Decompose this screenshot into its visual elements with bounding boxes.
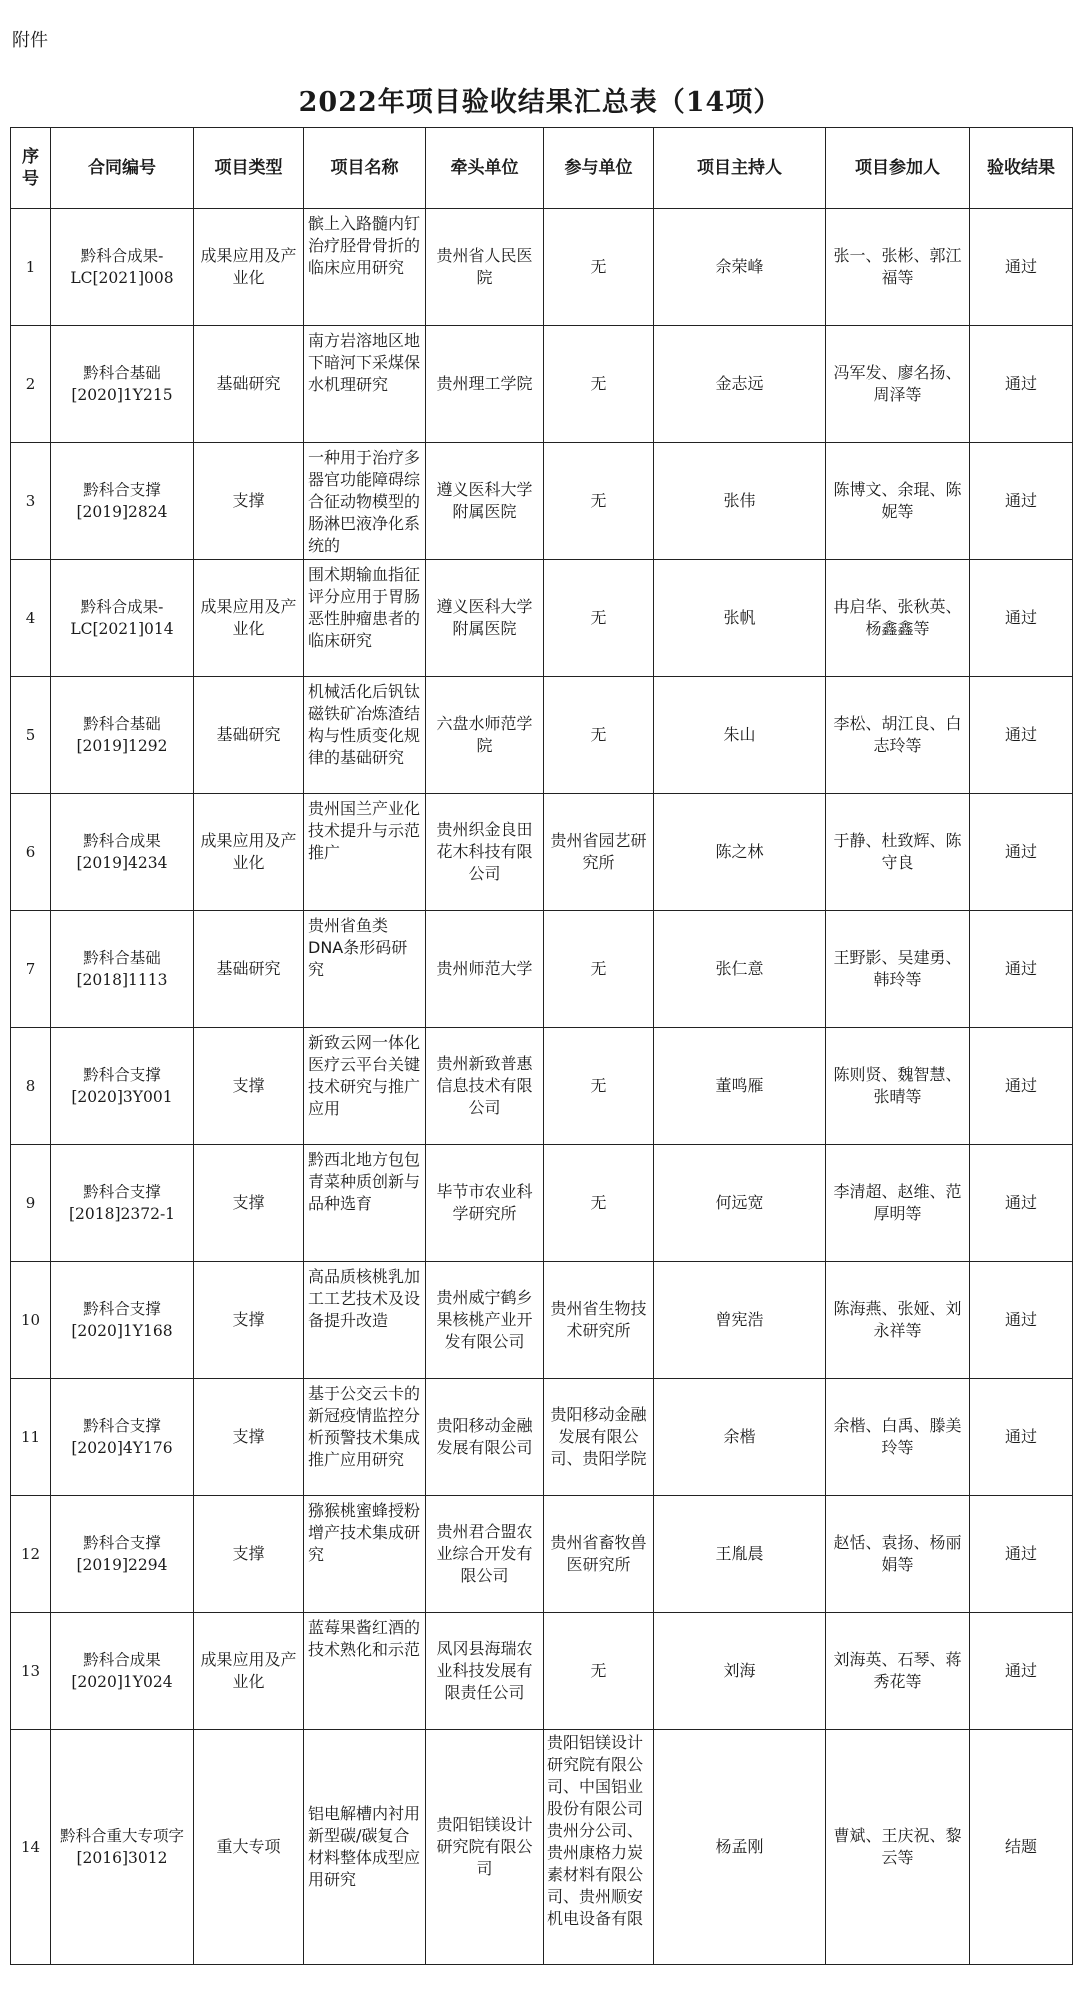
cell-project-host: 朱山 bbox=[654, 677, 826, 794]
cell-participating-unit: 贵州省生物技术研究所 bbox=[544, 1262, 654, 1379]
cell-lead-unit: 贵州师范大学 bbox=[426, 911, 544, 1028]
cell-result: 通过 bbox=[970, 326, 1073, 443]
table-row bbox=[11, 326, 1073, 443]
cell-seq: 9 bbox=[11, 1145, 51, 1262]
cell-project-members: 张一、张彬、郭江福等 bbox=[826, 209, 970, 326]
cell-lead-unit: 贵州理工学院 bbox=[426, 326, 544, 443]
cell-contract-no: 黔科合基础[2020]1Y215 bbox=[51, 326, 194, 443]
cell-seq: 11 bbox=[11, 1379, 51, 1496]
cell-seq: 1 bbox=[11, 209, 51, 326]
cell-project-type: 支撑 bbox=[194, 1145, 304, 1262]
cell-project-type: 重大专项 bbox=[194, 1730, 304, 1965]
cell-project-members: 于静、杜致辉、陈守良 bbox=[826, 794, 970, 911]
cell-project-type: 支撑 bbox=[194, 1028, 304, 1145]
cell-lead-unit: 六盘水师范学院 bbox=[426, 677, 544, 794]
cell-project-name: 围术期输血指征评分应用于胃肠恶性肿瘤患者的临床研究 bbox=[308, 565, 421, 650]
cell-lead-unit: 贵阳铝镁设计研究院有限公司 bbox=[426, 1730, 544, 1965]
cell-participating-unit: 无 bbox=[544, 1028, 654, 1145]
cell-project-members: 刘海英、石琴、蒋秀花等 bbox=[826, 1613, 970, 1730]
header-project-type: 项目类型 bbox=[194, 128, 304, 209]
cell-contract-no: 黔科合支撑[2019]2294 bbox=[51, 1496, 194, 1613]
header-contract-no: 合同编号 bbox=[51, 128, 194, 209]
cell-project-host: 董鸣雁 bbox=[654, 1028, 826, 1145]
cell-participating-unit: 无 bbox=[544, 677, 654, 794]
cell-project-host: 张伟 bbox=[654, 443, 826, 560]
cell-project-type: 基础研究 bbox=[194, 911, 304, 1028]
header-project-host: 项目主持人 bbox=[654, 128, 826, 209]
cell-seq: 10 bbox=[11, 1262, 51, 1379]
cell-project-type: 成果应用及产业化 bbox=[194, 794, 304, 911]
cell-participating-unit: 无 bbox=[544, 1613, 654, 1730]
table-row bbox=[11, 677, 1073, 794]
cell-project-members: 陈则贤、魏智慧、张晴等 bbox=[826, 1028, 970, 1145]
cell-project-host: 陈之林 bbox=[654, 794, 826, 911]
cell-participating-unit: 无 bbox=[544, 911, 654, 1028]
cell-project-members: 赵恬、袁扬、杨丽娟等 bbox=[826, 1496, 970, 1613]
cell-lead-unit: 贵州威宁鹤乡果核桃产业开发有限公司 bbox=[426, 1262, 544, 1379]
cell-lead-unit: 贵州织金良田花木科技有限公司 bbox=[426, 794, 544, 911]
cell-seq: 7 bbox=[11, 911, 51, 1028]
cell-project-name: 贵州国兰产业化技术提升与示范推广 bbox=[308, 799, 421, 862]
cell-participating-unit: 无 bbox=[544, 443, 654, 560]
cell-project-host: 何远宽 bbox=[654, 1145, 826, 1262]
cell-contract-no: 黔科合支撑[2020]4Y176 bbox=[51, 1379, 194, 1496]
cell-result: 通过 bbox=[970, 1379, 1073, 1496]
table-row bbox=[11, 794, 1073, 911]
cell-project-members: 余楷、白禹、滕美玲等 bbox=[826, 1379, 970, 1496]
cell-lead-unit: 贵州省人民医院 bbox=[426, 209, 544, 326]
header-lead-unit: 牵头单位 bbox=[426, 128, 544, 209]
cell-contract-no: 黔科合支撑[2020]3Y001 bbox=[51, 1028, 194, 1145]
cell-project-type: 支撑 bbox=[194, 1496, 304, 1613]
table-row bbox=[11, 1145, 1073, 1262]
cell-contract-no: 黔科合基础[2019]1292 bbox=[51, 677, 194, 794]
cell-project-type: 支撑 bbox=[194, 443, 304, 560]
cell-participating-unit: 贵州省畜牧兽医研究所 bbox=[544, 1496, 654, 1613]
header-participating-unit: 参与单位 bbox=[544, 128, 654, 209]
cell-seq: 3 bbox=[11, 443, 51, 560]
cell-project-type: 支撑 bbox=[194, 1379, 304, 1496]
cell-project-members: 陈博文、余琨、陈妮等 bbox=[826, 443, 970, 560]
cell-project-host: 张帆 bbox=[654, 560, 826, 677]
attachment-label: 附件 bbox=[12, 30, 48, 51]
cell-project-members: 陈海燕、张娅、刘永祥等 bbox=[826, 1262, 970, 1379]
cell-result: 通过 bbox=[970, 1496, 1073, 1613]
table-row bbox=[11, 1262, 1073, 1379]
table-row bbox=[11, 1730, 1073, 1965]
cell-lead-unit: 遵义医科大学附属医院 bbox=[426, 560, 544, 677]
cell-contract-no: 黔科合成果-LC[2021]008 bbox=[51, 209, 194, 326]
table-row bbox=[11, 209, 1073, 326]
cell-participating-unit: 无 bbox=[544, 326, 654, 443]
cell-result: 通过 bbox=[970, 443, 1073, 560]
cell-contract-no: 黔科合成果-LC[2021]014 bbox=[51, 560, 194, 677]
cell-contract-no: 黔科合支撑[2018]2372-1 bbox=[51, 1145, 194, 1262]
table-header-row bbox=[11, 128, 1073, 209]
cell-project-host: 余楷 bbox=[654, 1379, 826, 1496]
cell-project-members: 曹斌、王庆祝、黎云等 bbox=[826, 1730, 970, 1965]
cell-result: 通过 bbox=[970, 677, 1073, 794]
cell-seq: 13 bbox=[11, 1613, 51, 1730]
cell-project-host: 曾宪浩 bbox=[654, 1262, 826, 1379]
cell-project-name: 南方岩溶地区地下暗河下采煤保水机理研究 bbox=[308, 331, 421, 394]
table-row bbox=[11, 1379, 1073, 1496]
cell-project-members: 李松、胡江良、白志玲等 bbox=[826, 677, 970, 794]
cell-project-name: 猕猴桃蜜蜂授粉增产技术集成研究 bbox=[308, 1501, 421, 1564]
cell-result: 通过 bbox=[970, 1145, 1073, 1262]
cell-project-members: 冉启华、张秋英、杨鑫鑫等 bbox=[826, 560, 970, 677]
cell-seq: 4 bbox=[11, 560, 51, 677]
cell-project-members: 李清超、赵维、范厚明等 bbox=[826, 1145, 970, 1262]
cell-contract-no: 黔科合支撑[2020]1Y168 bbox=[51, 1262, 194, 1379]
cell-project-name: 机械活化后钒钛磁铁矿冶炼渣结构与性质变化规律的基础研究 bbox=[308, 682, 421, 767]
cell-contract-no: 黔科合基础[2018]1113 bbox=[51, 911, 194, 1028]
cell-project-members: 王野影、吴建勇、韩玲等 bbox=[826, 911, 970, 1028]
cell-result: 通过 bbox=[970, 794, 1073, 911]
cell-project-type: 成果应用及产业化 bbox=[194, 209, 304, 326]
cell-seq: 6 bbox=[11, 794, 51, 911]
cell-project-host: 佘荣峰 bbox=[654, 209, 826, 326]
cell-contract-no: 黔科合成果[2019]4234 bbox=[51, 794, 194, 911]
cell-project-name: 铝电解槽内衬用新型碳/碳复合材料整体成型应用研究 bbox=[308, 1804, 421, 1889]
cell-contract-no: 黔科合重大专项字[2016]3012 bbox=[51, 1730, 194, 1965]
cell-participating-unit: 无 bbox=[544, 209, 654, 326]
cell-result: 通过 bbox=[970, 560, 1073, 677]
cell-project-host: 张仁意 bbox=[654, 911, 826, 1028]
cell-project-type: 成果应用及产业化 bbox=[194, 1613, 304, 1730]
cell-participating-unit: 贵州省园艺研究所 bbox=[544, 794, 654, 911]
cell-contract-no: 黔科合成果[2020]1Y024 bbox=[51, 1613, 194, 1730]
page-title: 2022年项目验收结果汇总表（14项） bbox=[298, 87, 782, 118]
cell-participating-unit: 无 bbox=[544, 560, 654, 677]
header-result: 验收结果 bbox=[970, 128, 1073, 209]
cell-project-host: 刘海 bbox=[654, 1613, 826, 1730]
cell-project-host: 王胤晨 bbox=[654, 1496, 826, 1613]
cell-contract-no: 黔科合支撑[2019]2824 bbox=[51, 443, 194, 560]
table-row bbox=[11, 1613, 1073, 1730]
table-row bbox=[11, 1028, 1073, 1145]
header-project-members: 项目参加人 bbox=[826, 128, 970, 209]
cell-result: 通过 bbox=[970, 1028, 1073, 1145]
cell-lead-unit: 遵义医科大学附属医院 bbox=[426, 443, 544, 560]
table-row bbox=[11, 911, 1073, 1028]
cell-project-name: 新致云网一体化医疗云平台关键技术研究与推广应用 bbox=[308, 1033, 421, 1118]
header-project-name: 项目名称 bbox=[304, 128, 426, 209]
cell-participating-unit: 无 bbox=[544, 1145, 654, 1262]
cell-seq: 12 bbox=[11, 1496, 51, 1613]
cell-project-host: 金志远 bbox=[654, 326, 826, 443]
table-row bbox=[11, 443, 1073, 560]
cell-project-name: 髌上入路髓内钉治疗胫骨骨折的临床应用研究 bbox=[308, 214, 421, 277]
cell-project-members: 冯军发、廖名扬、周泽等 bbox=[826, 326, 970, 443]
cell-result: 通过 bbox=[970, 911, 1073, 1028]
cell-project-name: 高品质核桃乳加工工艺技术及设备提升改造 bbox=[308, 1267, 421, 1330]
cell-seq: 8 bbox=[11, 1028, 51, 1145]
cell-project-type: 成果应用及产业化 bbox=[194, 560, 304, 677]
cell-participating-unit: 贵阳移动金融发展有限公司、贵阳学院 bbox=[544, 1379, 654, 1496]
cell-result: 通过 bbox=[970, 1613, 1073, 1730]
cell-seq: 5 bbox=[11, 677, 51, 794]
cell-project-type: 基础研究 bbox=[194, 677, 304, 794]
cell-project-name: 一种用于治疗多器官功能障碍综合征动物模型的肠淋巴液净化系统的 bbox=[308, 448, 421, 555]
cell-lead-unit: 凤冈县海瑞农业科技发展有限责任公司 bbox=[426, 1613, 544, 1730]
cell-seq: 14 bbox=[11, 1730, 51, 1965]
cell-project-name: 贵州省鱼类DNA条形码研究 bbox=[308, 916, 408, 979]
cell-result: 通过 bbox=[970, 209, 1073, 326]
cell-project-host: 杨孟刚 bbox=[654, 1730, 826, 1965]
acceptance-results-table bbox=[10, 127, 1073, 1965]
cell-seq: 2 bbox=[11, 326, 51, 443]
cell-result: 通过 bbox=[970, 1262, 1073, 1379]
cell-lead-unit: 贵州新致普惠信息技术有限公司 bbox=[426, 1028, 544, 1145]
cell-project-name: 蓝莓果酱红酒的技术熟化和示范 bbox=[308, 1618, 421, 1659]
cell-lead-unit: 毕节市农业科学研究所 bbox=[426, 1145, 544, 1262]
header-seq: 序号 bbox=[11, 128, 51, 209]
cell-participating-unit: 贵阳铝镁设计研究院有限公司、中国铝业股份有限公司贵州分公司、贵州康格力炭素材料有限公司、贵州顺安机电设备有限 bbox=[547, 1733, 644, 1928]
cell-lead-unit: 贵州君合盟农业综合开发有限公司 bbox=[426, 1496, 544, 1613]
table-row bbox=[11, 1496, 1073, 1613]
cell-result: 结题 bbox=[970, 1730, 1073, 1965]
cell-project-type: 支撑 bbox=[194, 1262, 304, 1379]
table-row bbox=[11, 560, 1073, 677]
cell-project-name: 黔西北地方包包青菜种质创新与品种选育 bbox=[308, 1150, 421, 1213]
cell-project-type: 基础研究 bbox=[194, 326, 304, 443]
cell-lead-unit: 贵阳移动金融发展有限公司 bbox=[426, 1379, 544, 1496]
cell-project-name: 基于公交云卡的新冠疫情监控分析预警技术集成推广应用研究 bbox=[308, 1384, 421, 1469]
